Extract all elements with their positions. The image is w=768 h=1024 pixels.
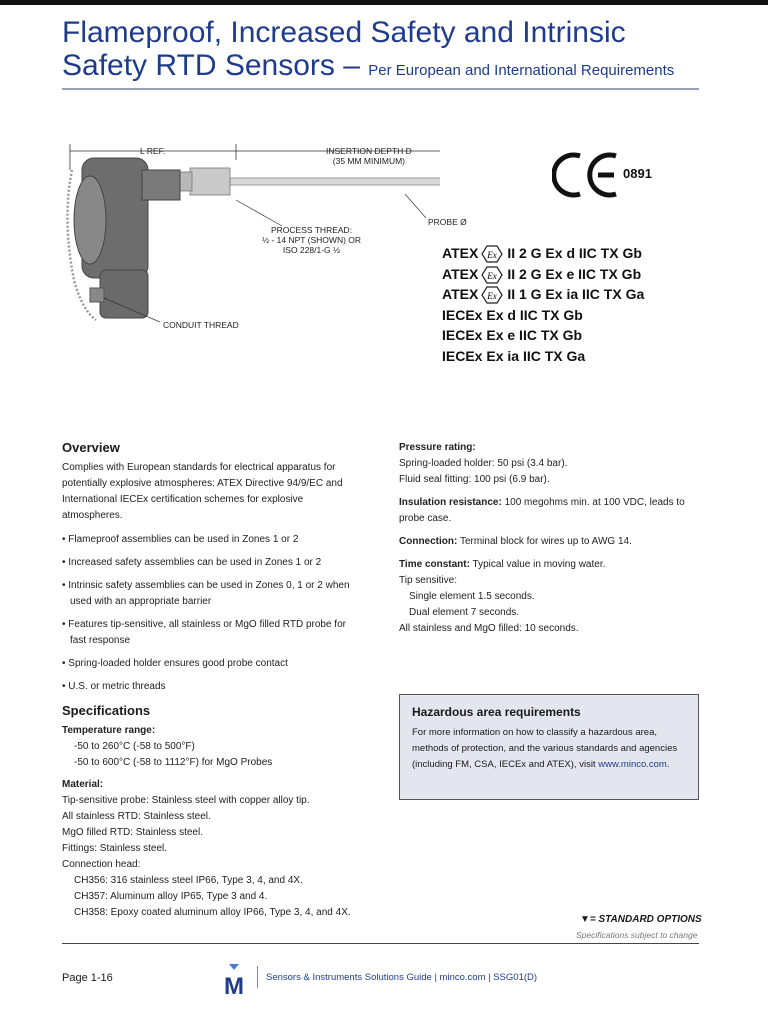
certification-row [442, 266, 641, 284]
dual-element: Dual element 7 seconds. [409, 607, 520, 618]
insulation-label: Insulation resistance: [399, 497, 502, 508]
single-element: Single element 1.5 seconds. [409, 591, 535, 602]
certification-row [442, 245, 642, 263]
connection-head-line: CH356: 316 stainless steel IP66, Type 3, 4, and 4X. [74, 875, 303, 886]
hazard-visit: visit [579, 759, 596, 770]
insulation-text: 100 megohms min. at 100 VDC, leads to probe case. [399, 497, 685, 524]
material-line: All stainless RTD: Stainless steel. [62, 811, 211, 822]
probe-label: PROBE Ø [428, 217, 467, 227]
certification-scheme: IECEx [442, 306, 483, 323]
insertion-depth-text: INSERTION DEPTH D [326, 146, 412, 156]
l-ref-label: L REF. [140, 146, 166, 156]
certification-marking: II 2 G Ex d IIC TX Gb [507, 245, 642, 261]
standard-options-note: ▼= STANDARD OPTIONS [580, 914, 702, 925]
ce-mark-icon [552, 150, 622, 200]
notified-body-number: 0891 [623, 166, 652, 181]
logo-letter: M [224, 973, 244, 996]
subject-to-change-note: Specifications subject to change [576, 930, 698, 940]
material-heading: Material: [62, 779, 104, 790]
process-thread-line-3: ISO 228/1-G ½ [282, 245, 341, 255]
bullet-icon: • [62, 681, 69, 692]
footer-guide-text: Sensors & Instruments Solutions Guide | minco.com | SSG01(D) [266, 972, 538, 983]
certification-scheme: ATEX [442, 265, 479, 282]
insertion-min-text: (35 MM MINIMUM) [332, 156, 406, 166]
minco-link[interactable]: www.minco.com. [598, 759, 670, 770]
time-constant-label: Time constant: [399, 559, 470, 570]
right-column [399, 440, 699, 637]
connection-spec [399, 534, 699, 550]
overview-bullet [62, 532, 362, 548]
bullet-text: Features tip-sensitive, all stainless or MgO filled RTD probe for fast response [68, 619, 346, 646]
page-number: Page 1-16 [62, 972, 113, 984]
material-line: Fittings: Stainless steel. [62, 843, 168, 854]
temperature-line-2: -50 to 600°C (-58 to 1112°F) for MgO Probes [74, 757, 273, 768]
title-line-2 [62, 49, 674, 87]
bullet-text: Increased safety assemblies can be used in Zones 1 or 2 [68, 557, 322, 568]
overview-bullet [62, 656, 362, 672]
certification-row [442, 348, 585, 364]
bullet-icon: • [62, 534, 69, 545]
connection-text: Terminal block for wires up to AWG 14. [459, 536, 632, 547]
overview-bullet [62, 578, 362, 610]
bullet-icon: • [62, 557, 69, 568]
temperature-line-1: -50 to 260°C (-58 to 500°F) [74, 741, 195, 752]
title-subtitle: Per European and International Requirements [368, 62, 675, 79]
hazard-title: Hazardous area requirements [412, 705, 581, 719]
process-thread-label [262, 225, 361, 255]
overview-heading: Overview [62, 440, 120, 455]
certification-row [442, 327, 582, 343]
hazardous-area-box [399, 694, 699, 800]
connection-head-line: CH357: Aluminum alloy IP65, Type 3 and 4. [74, 891, 268, 902]
certification-marking: Ex ia IIC TX Ga [486, 347, 586, 364]
ex-symbol-text: Ex [487, 250, 498, 261]
bullet-text: Intrinsic safety assemblies can be used in Zones 0, 1 or 2 when used with an appropriate barrier [68, 580, 350, 607]
hazard-body: For more information on how to classify a hazardous area, methods of protection, and the various standards and agencies (including FM, CSA, IECEx and ATEX), [412, 727, 678, 770]
left-column [62, 440, 362, 921]
title-line-2-main: Safety RTD Sensors – [62, 49, 360, 82]
title-divider [62, 88, 699, 90]
pressure-line-1: Spring-loaded holder: 50 psi (3.4 bar). [399, 458, 568, 469]
bullet-icon: • [62, 658, 69, 669]
page-title [62, 16, 674, 87]
connection-label: Connection: [399, 536, 458, 547]
insulation-spec [399, 495, 699, 527]
ex-hexagon-icon [481, 286, 503, 304]
overview-bullet [62, 679, 362, 695]
certification-marking: II 1 G Ex ia IIC TX Ga [507, 286, 645, 302]
certification-scheme: ATEX [442, 286, 479, 302]
bullet-text: U.S. or metric threads [68, 681, 166, 692]
temperature-heading: Temperature range: [62, 725, 156, 736]
certification-row [442, 307, 583, 323]
overview-bullet [62, 555, 362, 571]
tip-sensitive: Tip sensitive: [399, 575, 457, 586]
ex-hexagon-icon [481, 266, 503, 284]
insertion-depth-label [326, 146, 412, 166]
certification-marking: Ex d IIC TX Gb [486, 306, 583, 323]
ex-symbol-text: Ex [487, 270, 498, 281]
bullet-text: Flameproof assemblies can be used in Zones 1 or 2 [68, 534, 299, 545]
ex-symbol-text: Ex [487, 291, 498, 302]
footer-divider [62, 943, 699, 944]
minco-logo-icon [220, 962, 248, 996]
pressure-line-2: Fluid seal fitting: 100 psi (6.9 bar). [399, 474, 550, 485]
overview-bullets [62, 532, 362, 695]
time-constant-text: Typical value in moving water. [472, 559, 606, 570]
material-line: Connection head: [62, 859, 141, 870]
title-line-1: Flameproof, Increased Safety and Intrinsic [62, 16, 626, 49]
pressure-heading: Pressure rating: [399, 442, 476, 453]
certification-row [442, 286, 644, 304]
overview-bullet [62, 617, 362, 649]
bullet-text: Spring-loaded holder ensures good probe contact [68, 658, 288, 669]
hazard-text [412, 725, 686, 773]
material-line: Tip-sensitive probe: Stainless steel with copper alloy tip. [62, 795, 310, 806]
time-constant-spec [399, 557, 699, 573]
bullet-icon: • [62, 619, 69, 630]
footer-separator [257, 966, 258, 988]
certification-scheme: IECEx [442, 327, 483, 343]
all-stainless: All stainless and MgO filled: 10 seconds. [399, 623, 579, 634]
certification-scheme: IECEx [442, 347, 483, 364]
top-border [0, 0, 768, 5]
bullet-icon: • [62, 580, 69, 591]
material-line: MgO filled RTD: Stainless steel. [62, 827, 203, 838]
overview-intro: Complies with European standards for electrical apparatus for potentially explosive atmospheres: ATEX Directive 94/9/EC and International IECEx certification schemes for explosive atmospheres. [62, 462, 343, 521]
certification-marking: II 2 G Ex e IIC TX Gb [507, 265, 642, 282]
material-list [62, 793, 362, 873]
ex-hexagon-icon [481, 245, 503, 263]
conduit-thread-label: CONDUIT THREAD [163, 320, 239, 330]
connection-head-list [62, 873, 362, 921]
specifications-heading: Specifications [62, 703, 151, 718]
process-thread-line-1: PROCESS THREAD: [270, 225, 353, 235]
certification-scheme: ATEX [442, 245, 479, 261]
connection-head-line: CH358: Epoxy coated aluminum alloy IP66, Type 3, 4, and 4X. [74, 907, 351, 918]
process-thread-line-2: ½ - 14 NPT (SHOWN) OR [262, 235, 362, 245]
certification-marking: Ex e IIC TX Gb [486, 327, 583, 343]
